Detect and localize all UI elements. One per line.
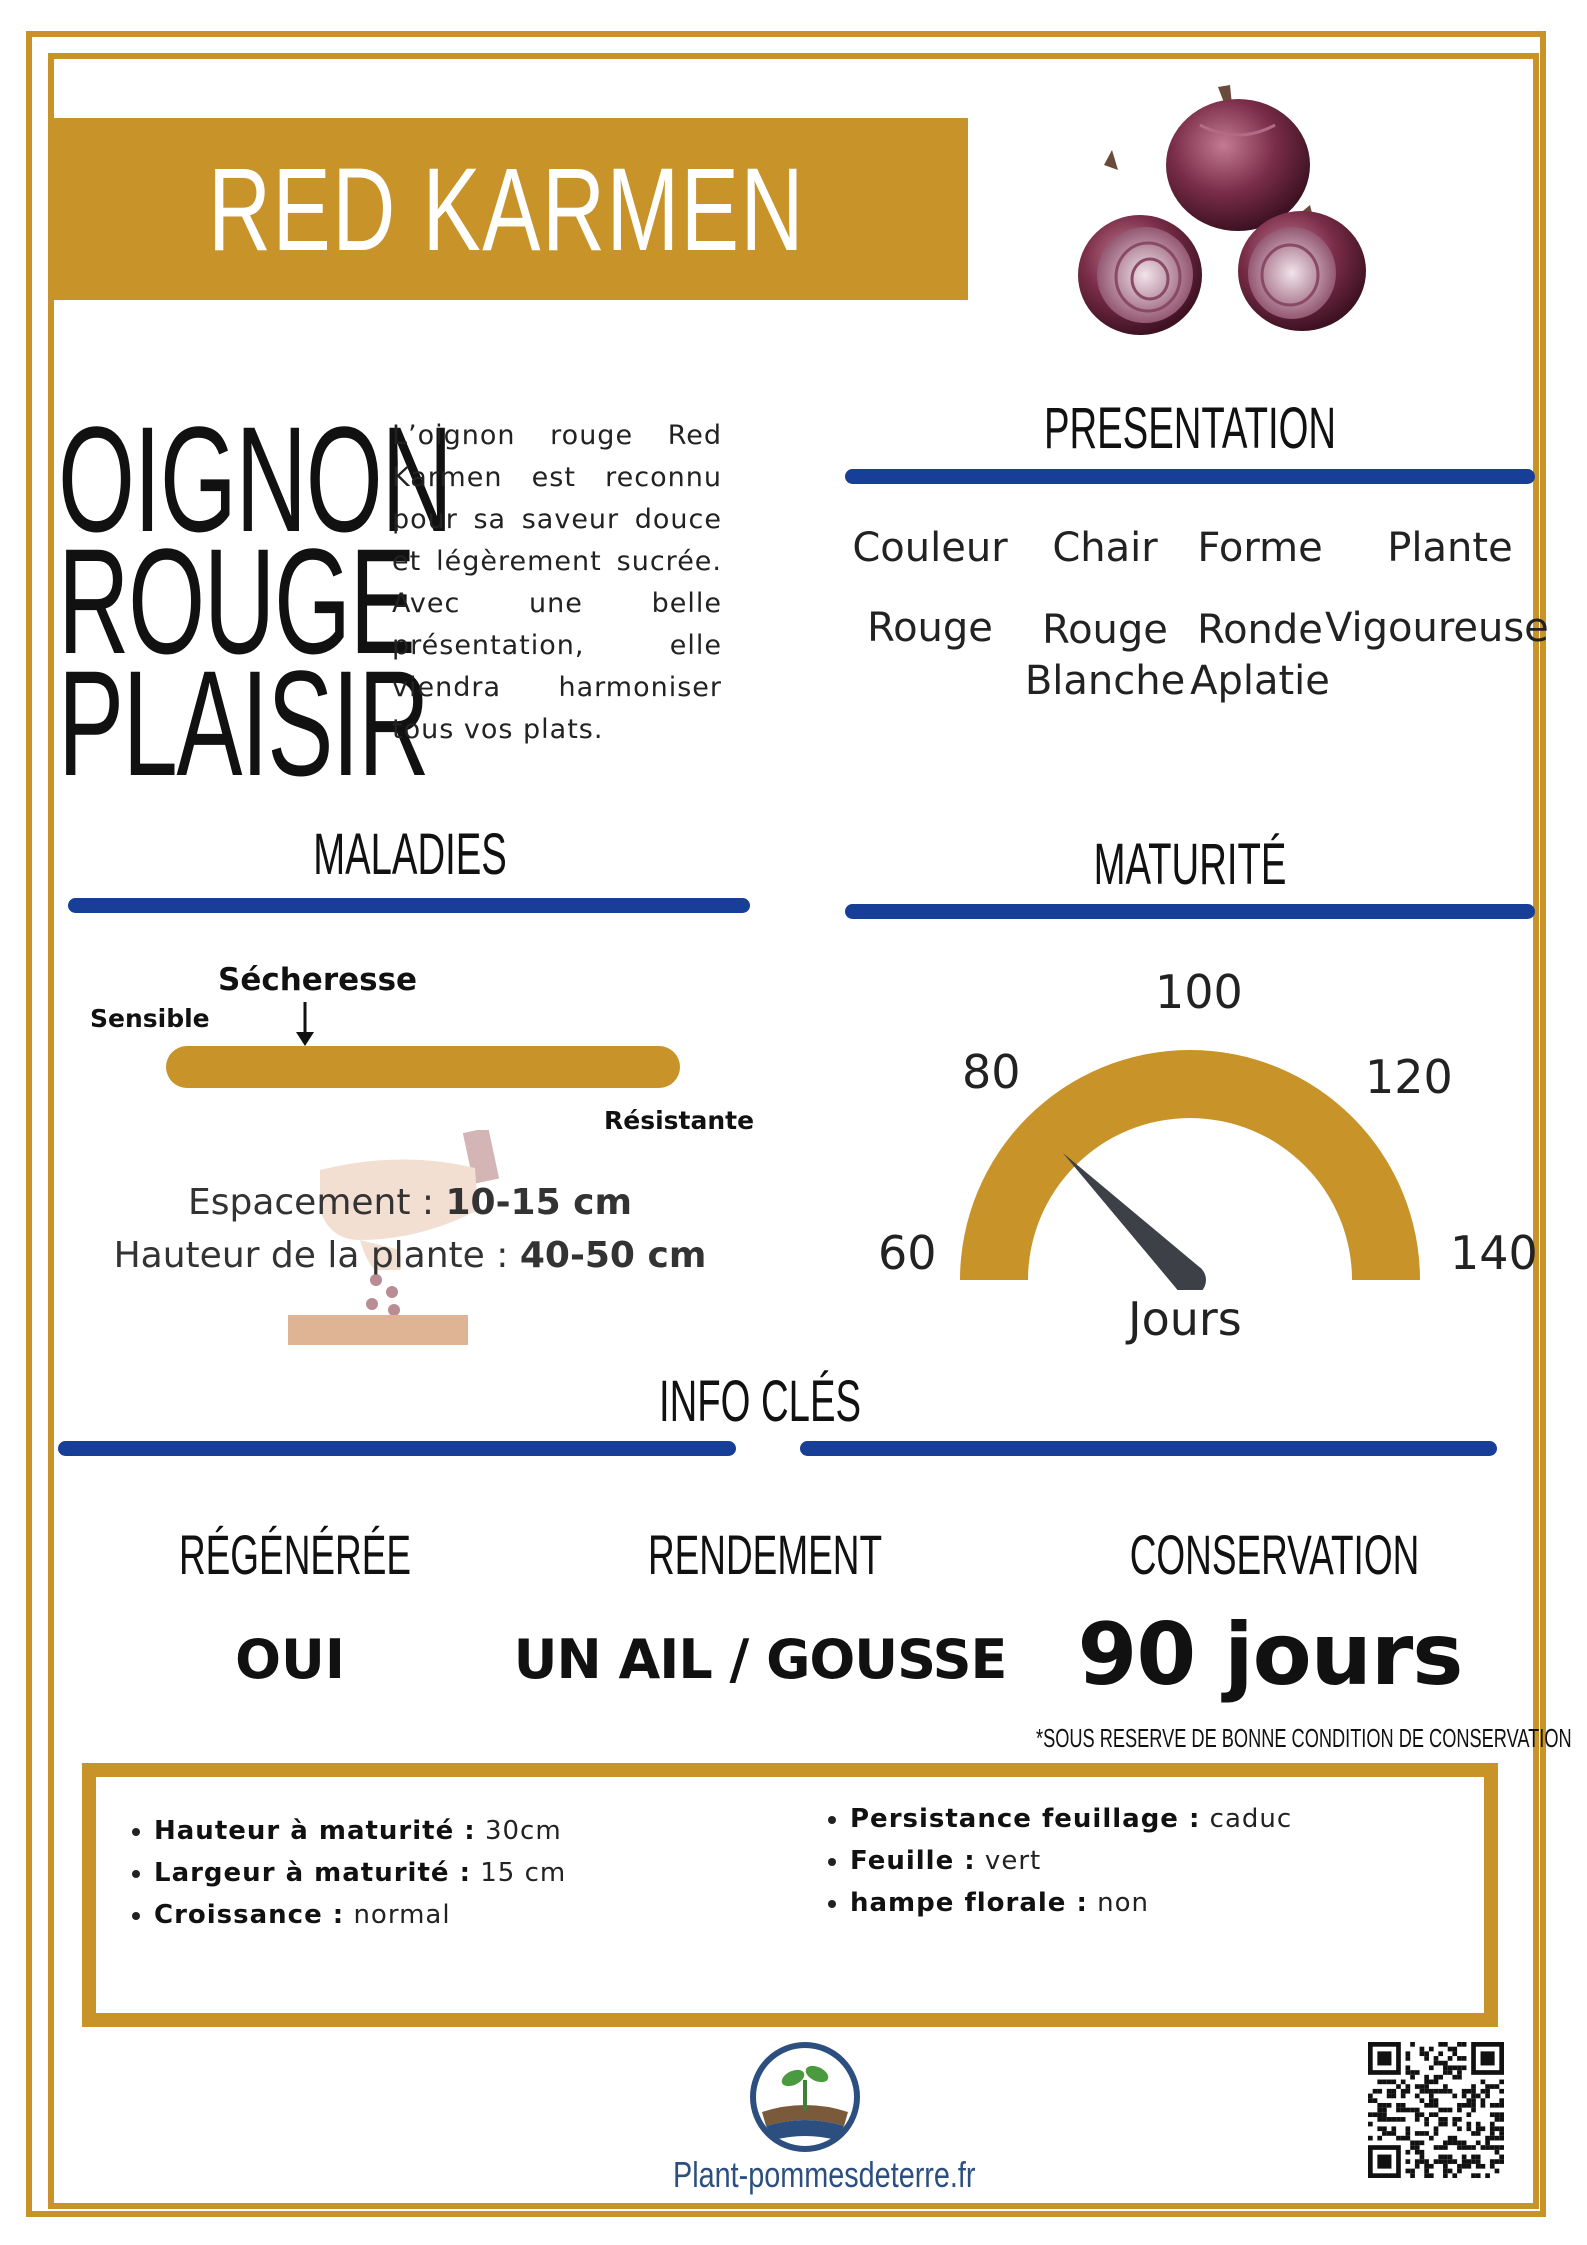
presentation-label-plante: Plante	[1387, 525, 1513, 571]
presentation-value-plante: Vigoureuse	[1325, 605, 1549, 651]
key-label-rendement: RENDEMENT	[647, 1523, 883, 1586]
gauge-tick-120: 120	[1365, 1050, 1453, 1104]
detail-croissance: • Croissance : normal	[154, 1894, 714, 1936]
description: L’oignon rouge Red Karmen est reconnu pour sa saveur douce et légèrement sucrée. Avec une belle présentation, elle viendra harmoniser tous vos plats.	[392, 420, 722, 745]
spacing-line	[70, 1182, 750, 1223]
detail-largeur: • Largeur à maturité : 15 cm	[154, 1852, 714, 1894]
height-value: 40-50 cm	[519, 1235, 707, 1276]
info-cles-rule-right	[800, 1441, 1497, 1456]
red-onion-image	[1060, 75, 1390, 335]
resistance-bar	[166, 1046, 680, 1088]
conservation-footnote-wrap	[1036, 1723, 1572, 1753]
tagline-line-2: ROUGE	[58, 517, 415, 685]
maladies-heading: MALADIES	[313, 822, 507, 887]
key-label-regeneree: RÉGÉNÉRÉE	[178, 1523, 412, 1586]
resistance-marker-arrow-icon	[166, 1000, 680, 1050]
qr-code-icon[interactable]	[1368, 2042, 1504, 2178]
presentation-rule	[845, 469, 1535, 484]
gauge-tick-80: 80	[962, 1045, 1021, 1099]
key-label-conservation: CONSERVATION	[1129, 1523, 1420, 1586]
conservation-footnote: *SOUS RESERVE DE BONNE CONDITION DE CONSERVATION	[1036, 1723, 1572, 1753]
footer-site-wrap	[640, 2153, 976, 2197]
plant-logo-icon	[748, 2040, 862, 2154]
key-value-regeneree: OUI	[235, 1628, 345, 1691]
scale-high-label: Résistante	[604, 1106, 755, 1135]
spacing-value: 10-15 cm	[445, 1182, 633, 1223]
detail-hampe: • hampe florale : non	[850, 1882, 1470, 1924]
presentation-heading: PRESENTATION	[1043, 396, 1337, 461]
details-right-list	[816, 1798, 1470, 1924]
presentation-label-chair: Chair	[1052, 525, 1158, 571]
tagline-line-1: OIGNON	[58, 395, 452, 563]
presentation-value-chair: Rouge Blanche	[1024, 607, 1186, 704]
presentation-value-forme: Ronde Aplatie	[1190, 607, 1330, 704]
detail-persistance: • Persistance feuillage : caduc	[850, 1798, 1470, 1840]
info-cles-rule-left	[58, 1441, 736, 1456]
presentation-label-couleur: Couleur	[852, 525, 1008, 571]
spacing-label: Espacement :	[187, 1182, 446, 1223]
tagline	[58, 395, 452, 807]
presentation-value-couleur: Rouge	[867, 605, 993, 651]
gauge-tick-60: 60	[878, 1226, 937, 1280]
maturite-rule	[845, 904, 1535, 919]
info-cles-heading: INFO CLÉS	[658, 1369, 862, 1434]
gauge-tick-140: 140	[1450, 1226, 1538, 1280]
scale-low-label: Sensible	[90, 1004, 210, 1033]
tagline-line-3: PLAISIR	[58, 639, 429, 807]
gauge-tick-100: 100	[1155, 965, 1243, 1019]
detail-feuille: • Feuille : vert	[850, 1840, 1470, 1882]
disease-name: Sécheresse	[218, 962, 418, 998]
maturite-heading: MATURITÉ	[1093, 832, 1287, 897]
page-title: RED KARMEN	[208, 144, 806, 276]
details-left-list	[120, 1810, 714, 1936]
height-label: Hauteur de la plante :	[113, 1235, 520, 1276]
footer-site[interactable]: Plant-pommesdeterre.fr	[673, 2154, 976, 2195]
key-value-rendement: UN AIL / GOUSSE	[513, 1628, 1007, 1691]
detail-hauteur: • Hauteur à maturité : 30cm	[154, 1810, 714, 1852]
presentation-label-forme: Forme	[1197, 525, 1323, 571]
maladies-rule	[68, 898, 750, 913]
key-value-conservation: 90 jours	[1077, 1605, 1463, 1705]
height-line	[70, 1235, 750, 1276]
gauge-unit: Jours	[1128, 1292, 1242, 1346]
